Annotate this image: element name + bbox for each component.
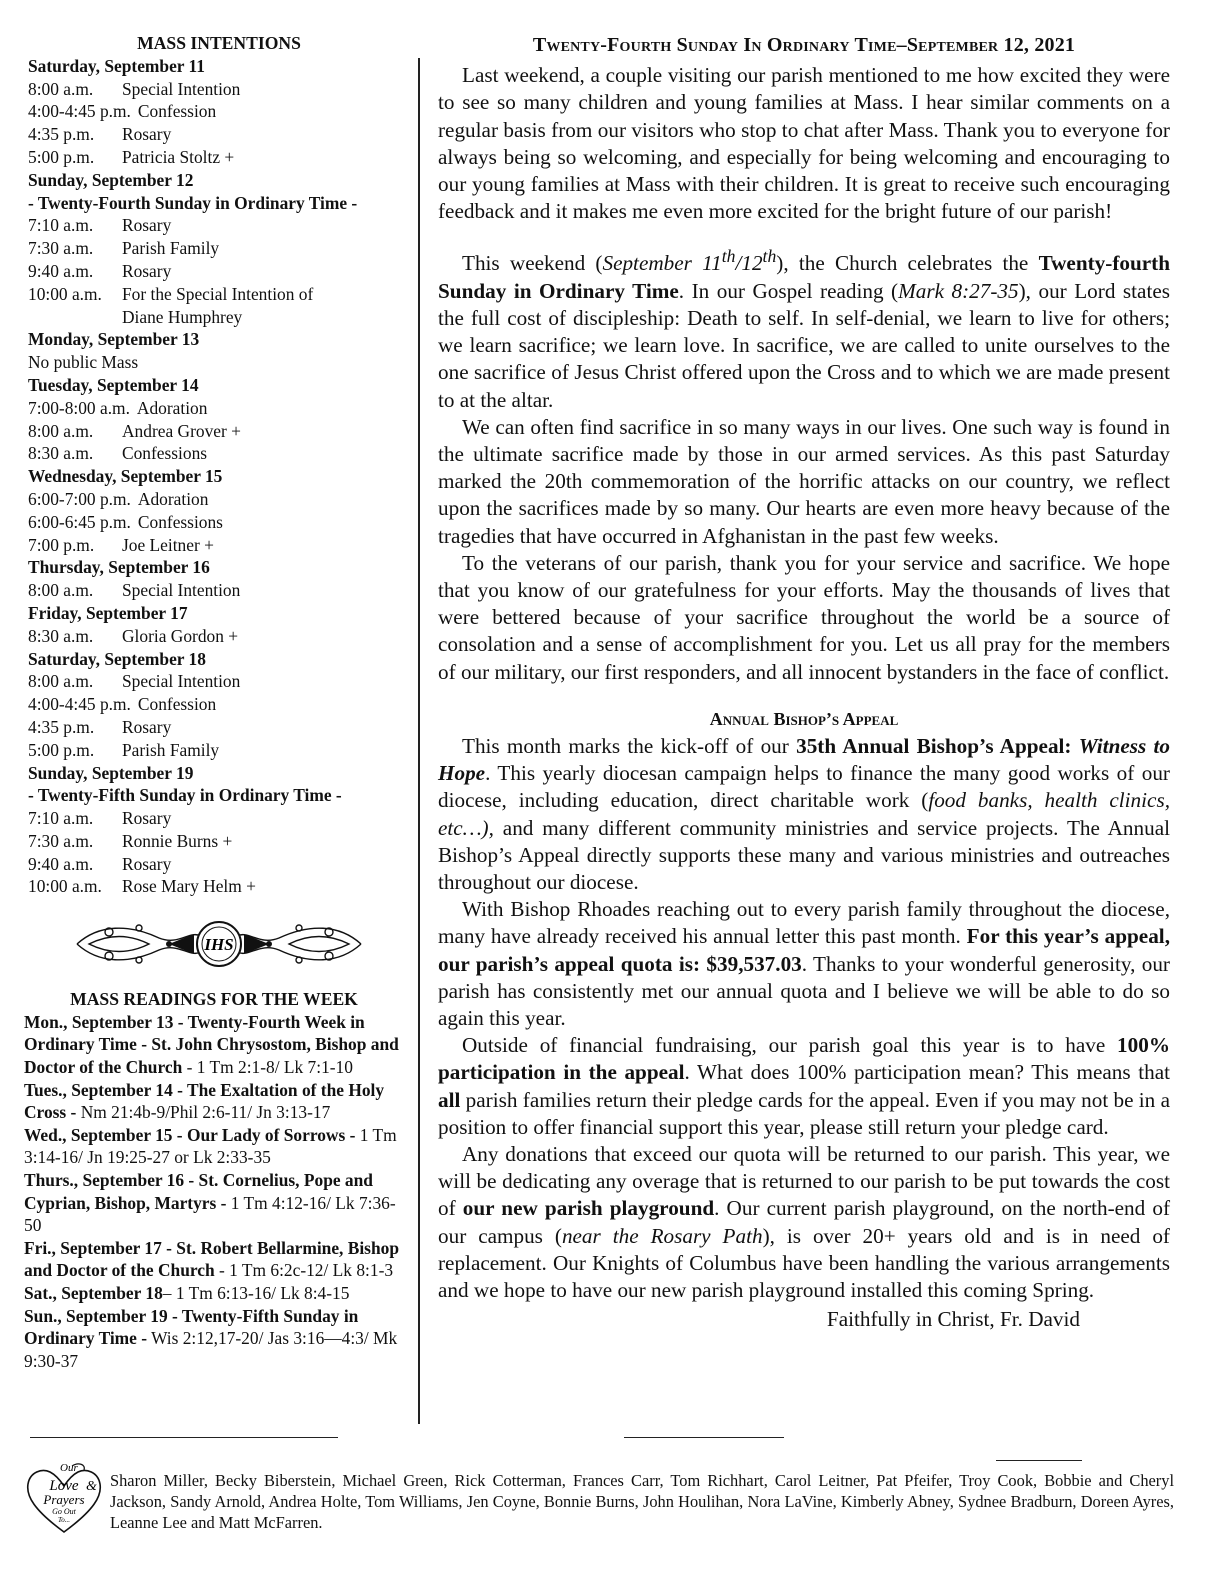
intention-row <box>28 214 410 237</box>
intention-text: Rosary <box>122 215 172 236</box>
intention-text: Confessions <box>137 511 223 532</box>
intention-text: Parish Family <box>122 739 220 760</box>
reading-item: Wed., September 15 - Our Lady of Sorrows - 1 Tm 3:14-16/ Jn 19:25-27 or Lk 2:33-35 <box>24 1124 397 1168</box>
intention-row <box>28 146 410 169</box>
svg-text:&: & <box>86 1479 97 1494</box>
reading-item: Tues., September 14 - The Exaltation of the Holy Cross - Nm 21:4b-9/Phil 2:6-11/ Jn 3:13-17 <box>24 1079 385 1123</box>
intention-row <box>28 420 410 443</box>
intention-row <box>28 397 410 420</box>
intention-row <box>28 670 410 693</box>
intention-time: 6:00-7:00 p.m. <box>28 488 131 509</box>
reading-item: Thurs., September 16 - St. Cornelius, Pope and Cyprian, Bishop, Martyrs - 1 Tm 4:12-16/ Lk 7:36-50 <box>24 1170 396 1236</box>
intention-text: Rose Mary Helm + <box>122 876 256 897</box>
intention-day: - Twenty-Fifth Sunday in Ordinary Time - <box>28 785 342 806</box>
reading-item: Mon., September 13 - Twenty-Fourth Week in Ordinary Time - St. John Chrysostom, Bishop and Doctor of the Church - 1 Tm 2:1-8/ Lk 7:1-10 <box>24 1011 399 1078</box>
svg-text:Go Out: Go Out <box>52 1507 76 1516</box>
intention-time: 7:30 a.m. <box>28 830 94 851</box>
intention-time: 8:30 a.m. <box>28 443 94 464</box>
letter-paragraph-2: This weekend (September 11th/12th), the Church celebrates the Twenty-fourth Sunday in Ordinary Time. In our Gospel reading (Mark 8:27-35), our Lord states the full cost of discipleship: Death to self. In self-denial, we learn to live for others; we learn sacrifice; we learn love. In sacrifice, we are called to unite ourselves to the one sacrifice of Jesus Christ offered upon the Cross and to which we are made present to at the altar. <box>438 246 1170 412</box>
intention-text: Andrea Grover + <box>122 420 241 441</box>
intention-note: No public Mass <box>28 352 139 373</box>
intention-time: 5:00 p.m. <box>28 146 95 167</box>
intention-text: Confession <box>137 694 217 715</box>
intention-text: Joe Leitner + <box>122 534 214 555</box>
svg-text:Prayers: Prayers <box>43 1492 85 1507</box>
intention-row <box>28 625 410 648</box>
intention-row <box>28 693 410 716</box>
pastor-letter <box>438 32 1170 1333</box>
intention-text: Special Intention <box>122 580 241 601</box>
intention-time: 8:30 a.m. <box>28 625 94 646</box>
intention-day: Tuesday, September 14 <box>28 374 199 395</box>
intention-time: 7:00-8:00 a.m. <box>28 397 130 418</box>
letter-paragraph-4: To the veterans of our parish, thank you for your service and sacrifice. We hope that you know of our gratefulness for your efforts. May the thousands of lives that were bettered because of your sacrifice throughout the world be a source of consolation and a sense of accomplishment for you. Let us all pray for the members of our military, our first responders, and all innocent bystanders in the face of conflict. <box>438 550 1170 684</box>
mass-intentions-heading: MASS INTENTIONS <box>137 33 301 53</box>
intention-time: 10:00 a.m. <box>28 876 102 897</box>
intention-row <box>28 830 410 853</box>
appeal-heading: Annual Bishop’s Appeal <box>709 708 899 729</box>
intention-row <box>28 807 410 830</box>
intention-time: 6:00-6:45 p.m. <box>28 511 131 532</box>
intention-text: Adoration <box>136 397 208 418</box>
intention-row <box>28 237 410 260</box>
intention-text: Rosary <box>122 124 172 145</box>
intention-row <box>28 488 410 511</box>
signature-underline <box>996 1460 1082 1461</box>
intention-text: Confessions <box>122 443 208 464</box>
intention-text: Gloria Gordon + <box>122 625 239 646</box>
reading-item: Sat., September 18– 1 Tm 6:13-16/ Lk 8:4-15 <box>24 1283 350 1303</box>
intention-row <box>28 283 410 306</box>
intention-time: 8:00 a.m. <box>28 420 94 441</box>
appeal-paragraph-1: This month marks the kick-off of our 35th Annual Bishop’s Appeal: Witness to Hope. This yearly diocesan campaign helps to finance the many good works of our diocese, including education, direct charitable work (food banks, health clinics, etc…), and many different community ministries and service projects. The Annual Bishop’s Appeal directly supports these many and various ministries and outreaches throughout our diocese. <box>438 733 1171 894</box>
intention-time: 7:30 a.m. <box>28 238 94 259</box>
intention-row <box>28 123 410 146</box>
intention-text: Special Intention <box>122 671 241 692</box>
ihs-ornament-icon <box>69 916 369 972</box>
right-footer-rule <box>624 1437 784 1438</box>
intention-text: Rosary <box>122 853 172 874</box>
appeal-paragraph-2: With Bishop Rhoades reaching out to every parish family throughout the diocese, many have already received his annual letter this past month. For this year’s appeal, our parish’s appeal quota is: $39,537.03. Thanks to your wonderful generosity, our parish has consistently met our annual quota and I believe we will be able to do so again this year. <box>438 897 1170 1030</box>
intention-time: 8:00 a.m. <box>28 580 94 601</box>
ihs-monogram: IHS <box>204 935 234 955</box>
intention-text: Rosary <box>122 716 172 737</box>
intention-row <box>28 442 410 465</box>
intention-text: Confession <box>137 101 217 122</box>
intention-time: 4:00-4:45 p.m. <box>28 694 131 715</box>
intention-time: 9:40 a.m. <box>28 853 94 874</box>
appeal-paragraph-3: Outside of financial fundraising, our parish goal this year is to have 100% participation in the appeal. What does 100% participation mean? This means that all parish families return their pledge cards for the appeal. Even if you may not be in a position to offer financial support this year, please still return your pledge card. <box>438 1033 1171 1139</box>
svg-text:Love: Love <box>49 1478 79 1494</box>
mass-readings <box>24 988 404 1372</box>
left-column <box>24 32 410 1372</box>
prayer-names: Sharon Miller, Becky Biberstein, Michael Green, Rick Cotterman, Frances Carr, Tom Richhart, Carol Leitner, Pat Pfeifer, Troy Cook, Bobbie and Cheryl Jackson, Sandy Arnold, Andrea Holte, Tom Williams, Jen Coyne, Bonnie Burns, John Houlihan, Nora LaVine, Kimberly Abney, Sydnee Bradburn, Doreen Ayres, Leanne Lee and Matt McFarren. <box>110 1471 1174 1532</box>
intention-time: 4:35 p.m. <box>28 716 95 737</box>
intention-row <box>28 739 410 762</box>
intention-time: 9:40 a.m. <box>28 260 94 281</box>
svg-text:To...: To... <box>57 1516 71 1524</box>
intention-text: Ronnie Burns + <box>122 830 233 851</box>
intention-continuation: Diane Humphrey <box>122 306 243 327</box>
intention-day: Sunday, September 19 <box>28 762 194 783</box>
signature: Faithfully in Christ, Fr. David <box>826 1307 1080 1332</box>
intention-time: 7:00 p.m. <box>28 534 95 555</box>
intention-row <box>28 534 410 557</box>
intention-time: 4:00-4:45 p.m. <box>28 101 131 122</box>
intention-time: 10:00 a.m. <box>28 283 102 304</box>
intention-row <box>28 260 410 283</box>
readings-heading: MASS READINGS FOR THE WEEK <box>70 989 358 1010</box>
intention-day: Thursday, September 16 <box>28 557 210 578</box>
intention-row <box>28 511 410 534</box>
readings-list <box>24 1011 404 1373</box>
intention-text: Patricia Stoltz + <box>122 146 235 167</box>
intention-text: Rosary <box>122 260 172 281</box>
letter-title: Twenty-Fourth Sunday In Ordinary Time–September 12, 2021 <box>532 34 1076 56</box>
intention-time: 8:00 a.m. <box>28 78 94 99</box>
reading-item: Sun., September 19 - Twenty-Fifth Sunday in Ordinary Time - Wis 2:12,17-20/ Jas 3:16—4:3/ Mk 9:30-37 <box>24 1305 398 1371</box>
intention-time: 7:10 a.m. <box>28 215 94 236</box>
svg-text:Our: Our <box>60 1462 78 1474</box>
intention-row <box>28 579 410 602</box>
intention-text: Adoration <box>137 488 209 509</box>
appeal-paragraph-4: Any donations that exceed our quota will be returned to our parish. This year, we will be dedicating any overage that is returned to our parish to be put towards the cost of our new parish playground. Our current parish playground, on the north-end of our campus (near the Rosary Path), is over 20+ years old and is in need of replacement. Our Knights of Columbus have been handling the various arrangements and we hope to have our new parish playground installed this coming Spring. <box>438 1141 1170 1302</box>
intention-day: Saturday, September 18 <box>28 648 206 669</box>
intention-row <box>28 78 410 101</box>
intention-text: Parish Family <box>122 238 220 259</box>
intention-row <box>28 716 410 739</box>
intention-time: 4:35 p.m. <box>28 124 95 145</box>
intention-day: Wednesday, September 15 <box>28 466 223 487</box>
intention-text: Special Intention <box>122 78 241 99</box>
column-divider <box>418 58 420 1424</box>
intention-text: For the Special Intention of <box>122 283 314 304</box>
letter-paragraph-1: Last weekend, a couple visiting our parish mentioned to me how excited they were to see so many children and young families at Mass. I hear similar comments on a regular basis from our visitors who stop to chat after Mass. Thank you to everyone for always being so welcoming, and especially for being welcoming and encouraging to our young families at Mass with their children. It is great to receive such encouraging feedback and it makes me even more excited for the bright future of our parish! <box>438 63 1170 224</box>
left-footer-rule <box>30 1437 338 1438</box>
intention-row <box>28 853 410 876</box>
intention-text: Rosary <box>122 808 172 829</box>
intention-row <box>28 875 410 898</box>
intention-time: 5:00 p.m. <box>28 739 95 760</box>
intention-time: 8:00 a.m. <box>28 671 94 692</box>
reading-item: Fri., September 17 - St. Robert Bellarmine, Bishop and Doctor of the Church - 1 Tm 6:2c-12/ Lk 8:1-3 <box>24 1237 399 1281</box>
intention-day: Saturday, September 11 <box>28 55 205 76</box>
intention-day: Sunday, September 12 <box>28 169 194 190</box>
intention-time: 7:10 a.m. <box>28 808 94 829</box>
intention-day: Friday, September 17 <box>28 602 188 623</box>
intention-day: Monday, September 13 <box>28 329 200 350</box>
love-prayers-heart-icon <box>24 1460 104 1536</box>
mass-intentions-list <box>28 55 410 898</box>
letter-paragraph-3: We can often find sacrifice in so many ways in our lives. One such way is found in the ultimate sacrifice made by those in our armed services. As this past Saturday marked the 20th commemoration of the horrific attacks on our country, we reflect upon the sacrifices made by so many. Our hearts are even more heavy because of the tragedies that have occurred in Afghanistan in the past few weeks. <box>438 414 1170 548</box>
intention-row <box>28 100 410 123</box>
intention-day: - Twenty-Fourth Sunday in Ordinary Time - <box>28 192 358 213</box>
